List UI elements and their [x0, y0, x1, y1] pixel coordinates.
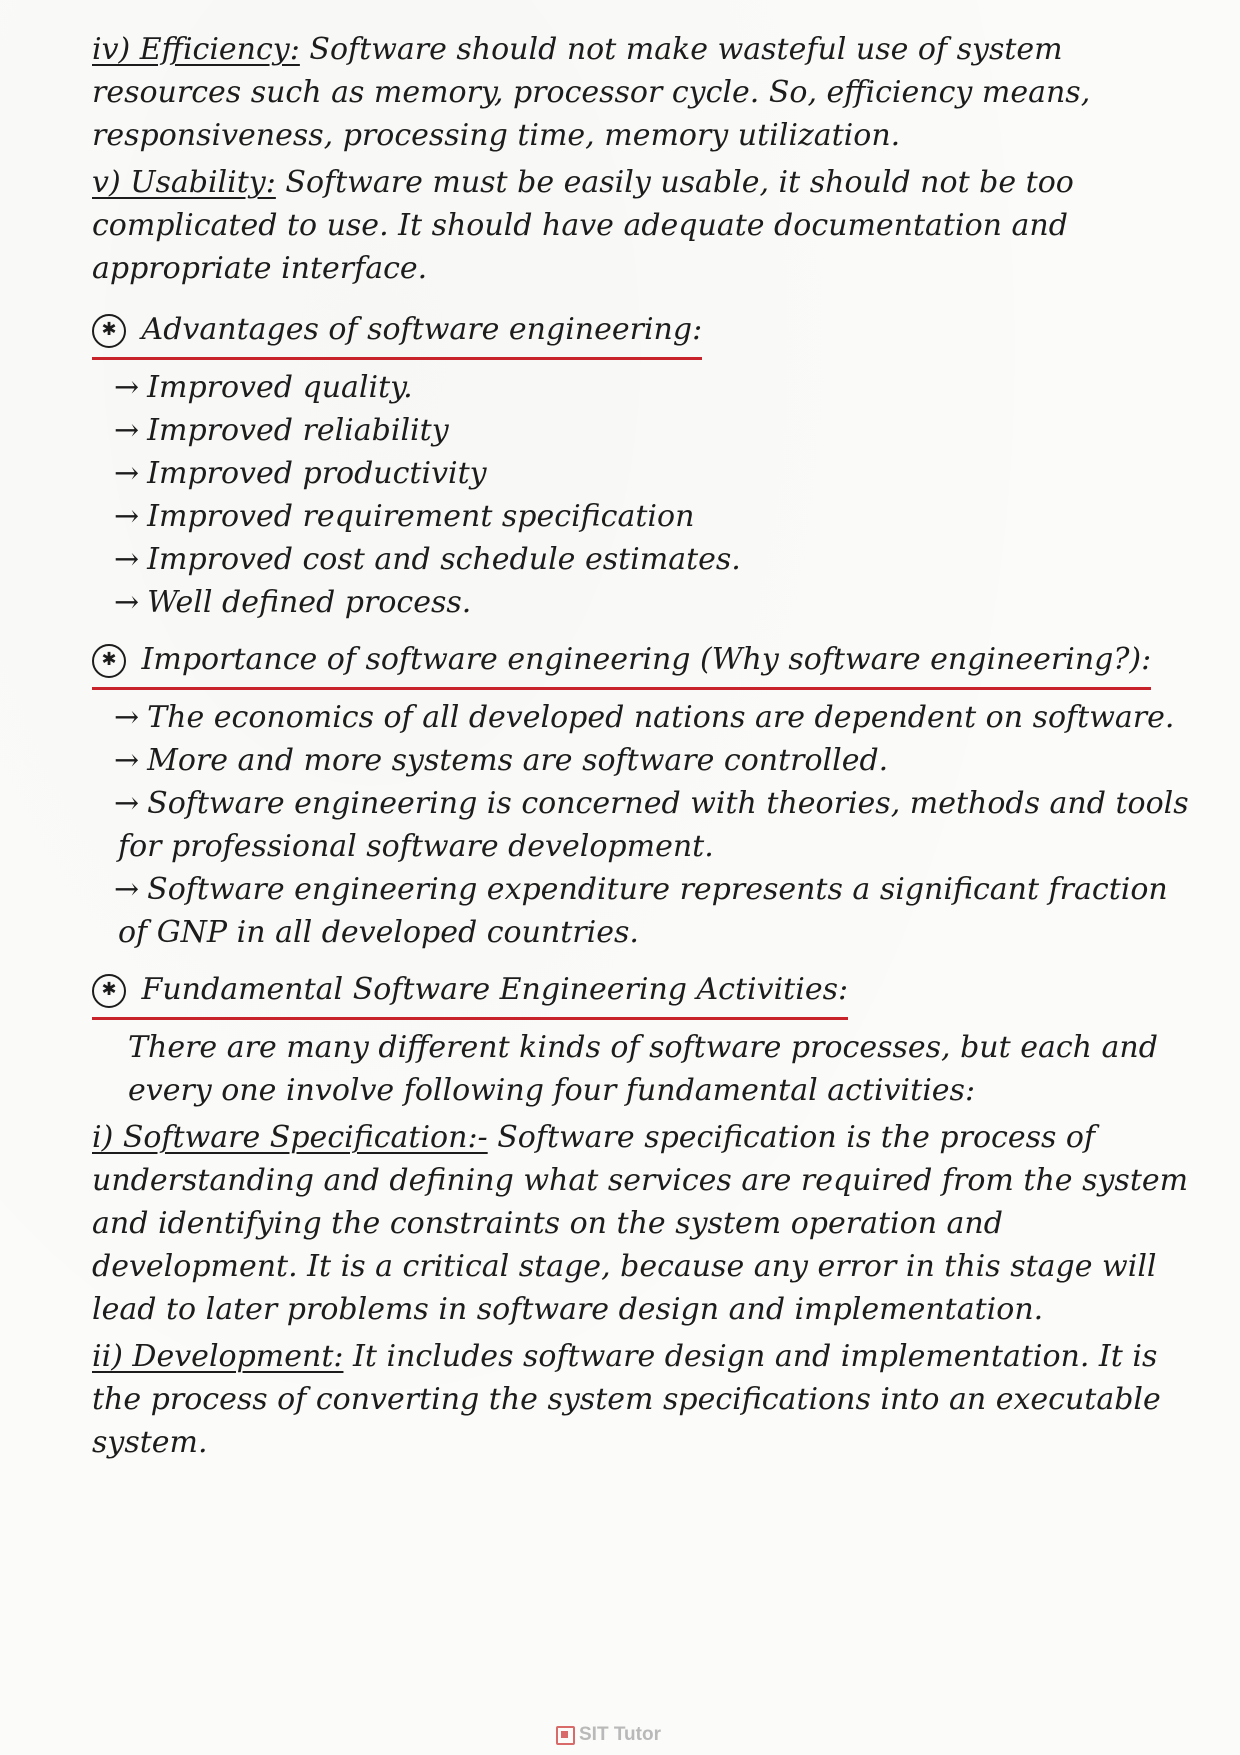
- csit-logo-icon: [556, 1726, 575, 1745]
- watermark: [556, 1724, 661, 1746]
- efficiency-label: iv) Efficiency:: [92, 32, 300, 67]
- specification-text: Software specification is the process of understanding and defining what services are required from the system and identifying the constraints on the system operation and development. It is a critical stage, because any error in this stage will lead to later problems in software design and implementation.: [92, 1120, 1189, 1327]
- development-label: ii) Development:: [92, 1339, 344, 1374]
- list-item: [92, 366, 1202, 409]
- watermark-text: SIT Tutor: [579, 1724, 661, 1745]
- usability-paragraph: [92, 161, 1202, 290]
- arrow-icon: →: [114, 585, 140, 620]
- star-bullet-icon: ✱: [92, 974, 126, 1008]
- fundamental-heading: Fundamental Software Engineering Activities:: [141, 972, 849, 1007]
- list-item: [92, 868, 1202, 954]
- importance-text: The economics of all developed nations are dependent on software.: [147, 700, 1175, 735]
- arrow-icon: →: [114, 786, 140, 821]
- advantage-text: Well defined process.: [147, 585, 472, 620]
- development-text: It includes software design and implementation. It is the process of converting the system specifications into an executable system.: [92, 1339, 1161, 1460]
- arrow-icon: →: [114, 499, 140, 534]
- importance-text: More and more systems are software controlled.: [147, 743, 889, 778]
- advantages-list: [92, 366, 1202, 624]
- star-bullet-icon: ✱: [92, 314, 126, 348]
- advantage-text: Improved requirement specification: [147, 499, 695, 534]
- specification-paragraph: [92, 1116, 1202, 1331]
- advantage-text: Improved reliability: [147, 413, 449, 448]
- importance-text: Software engineering is concerned with theories, methods and tools for professional software development.: [118, 786, 1189, 864]
- fundamental-intro: There are many different kinds of software processes, but each and every one involve following four fundamental activities:: [128, 1030, 1158, 1108]
- importance-heading: Importance of software engineering (Why software engineering?):: [141, 642, 1152, 677]
- arrow-icon: →: [114, 743, 140, 778]
- usability-label: v) Usability:: [92, 165, 276, 200]
- efficiency-paragraph: [92, 28, 1202, 157]
- star-bullet-icon: ✱: [92, 644, 126, 678]
- advantage-text: Improved productivity: [147, 456, 487, 491]
- fundamental-heading-block: [92, 968, 848, 1020]
- usability-text: Software must be easily usable, it should not be too complicated to use. It should have adequate documentation and appropriate interface.: [92, 165, 1074, 286]
- advantage-text: Improved cost and schedule estimates.: [147, 542, 741, 577]
- specification-label: i) Software Specification:-: [92, 1120, 488, 1155]
- importance-heading-block: [92, 638, 1151, 690]
- arrow-icon: →: [114, 872, 140, 907]
- arrow-icon: →: [114, 542, 140, 577]
- arrow-icon: →: [114, 456, 140, 491]
- arrow-icon: →: [114, 370, 140, 405]
- advantages-heading: Advantages of software engineering:: [141, 312, 703, 347]
- importance-list: [92, 696, 1202, 954]
- arrow-icon: →: [114, 413, 140, 448]
- list-item: [92, 739, 1202, 782]
- list-item: [92, 581, 1202, 624]
- advantages-heading-block: [92, 308, 702, 360]
- list-item: [92, 452, 1202, 495]
- handwritten-notes: [92, 28, 1202, 1468]
- efficiency-text: Software should not make wasteful use of system resources such as memory, processor cycle. So, efficiency means, responsiveness, processing time, memory utilization.: [92, 32, 1091, 153]
- list-item: [92, 538, 1202, 581]
- list-item: [92, 495, 1202, 538]
- list-item: [92, 696, 1202, 739]
- list-item: [92, 409, 1202, 452]
- importance-text: Software engineering expenditure represents a significant fraction of GNP in all developed countries.: [118, 872, 1168, 950]
- advantage-text: Improved quality.: [147, 370, 413, 405]
- arrow-icon: →: [114, 700, 140, 735]
- list-item: [92, 782, 1202, 868]
- development-paragraph: [92, 1335, 1202, 1464]
